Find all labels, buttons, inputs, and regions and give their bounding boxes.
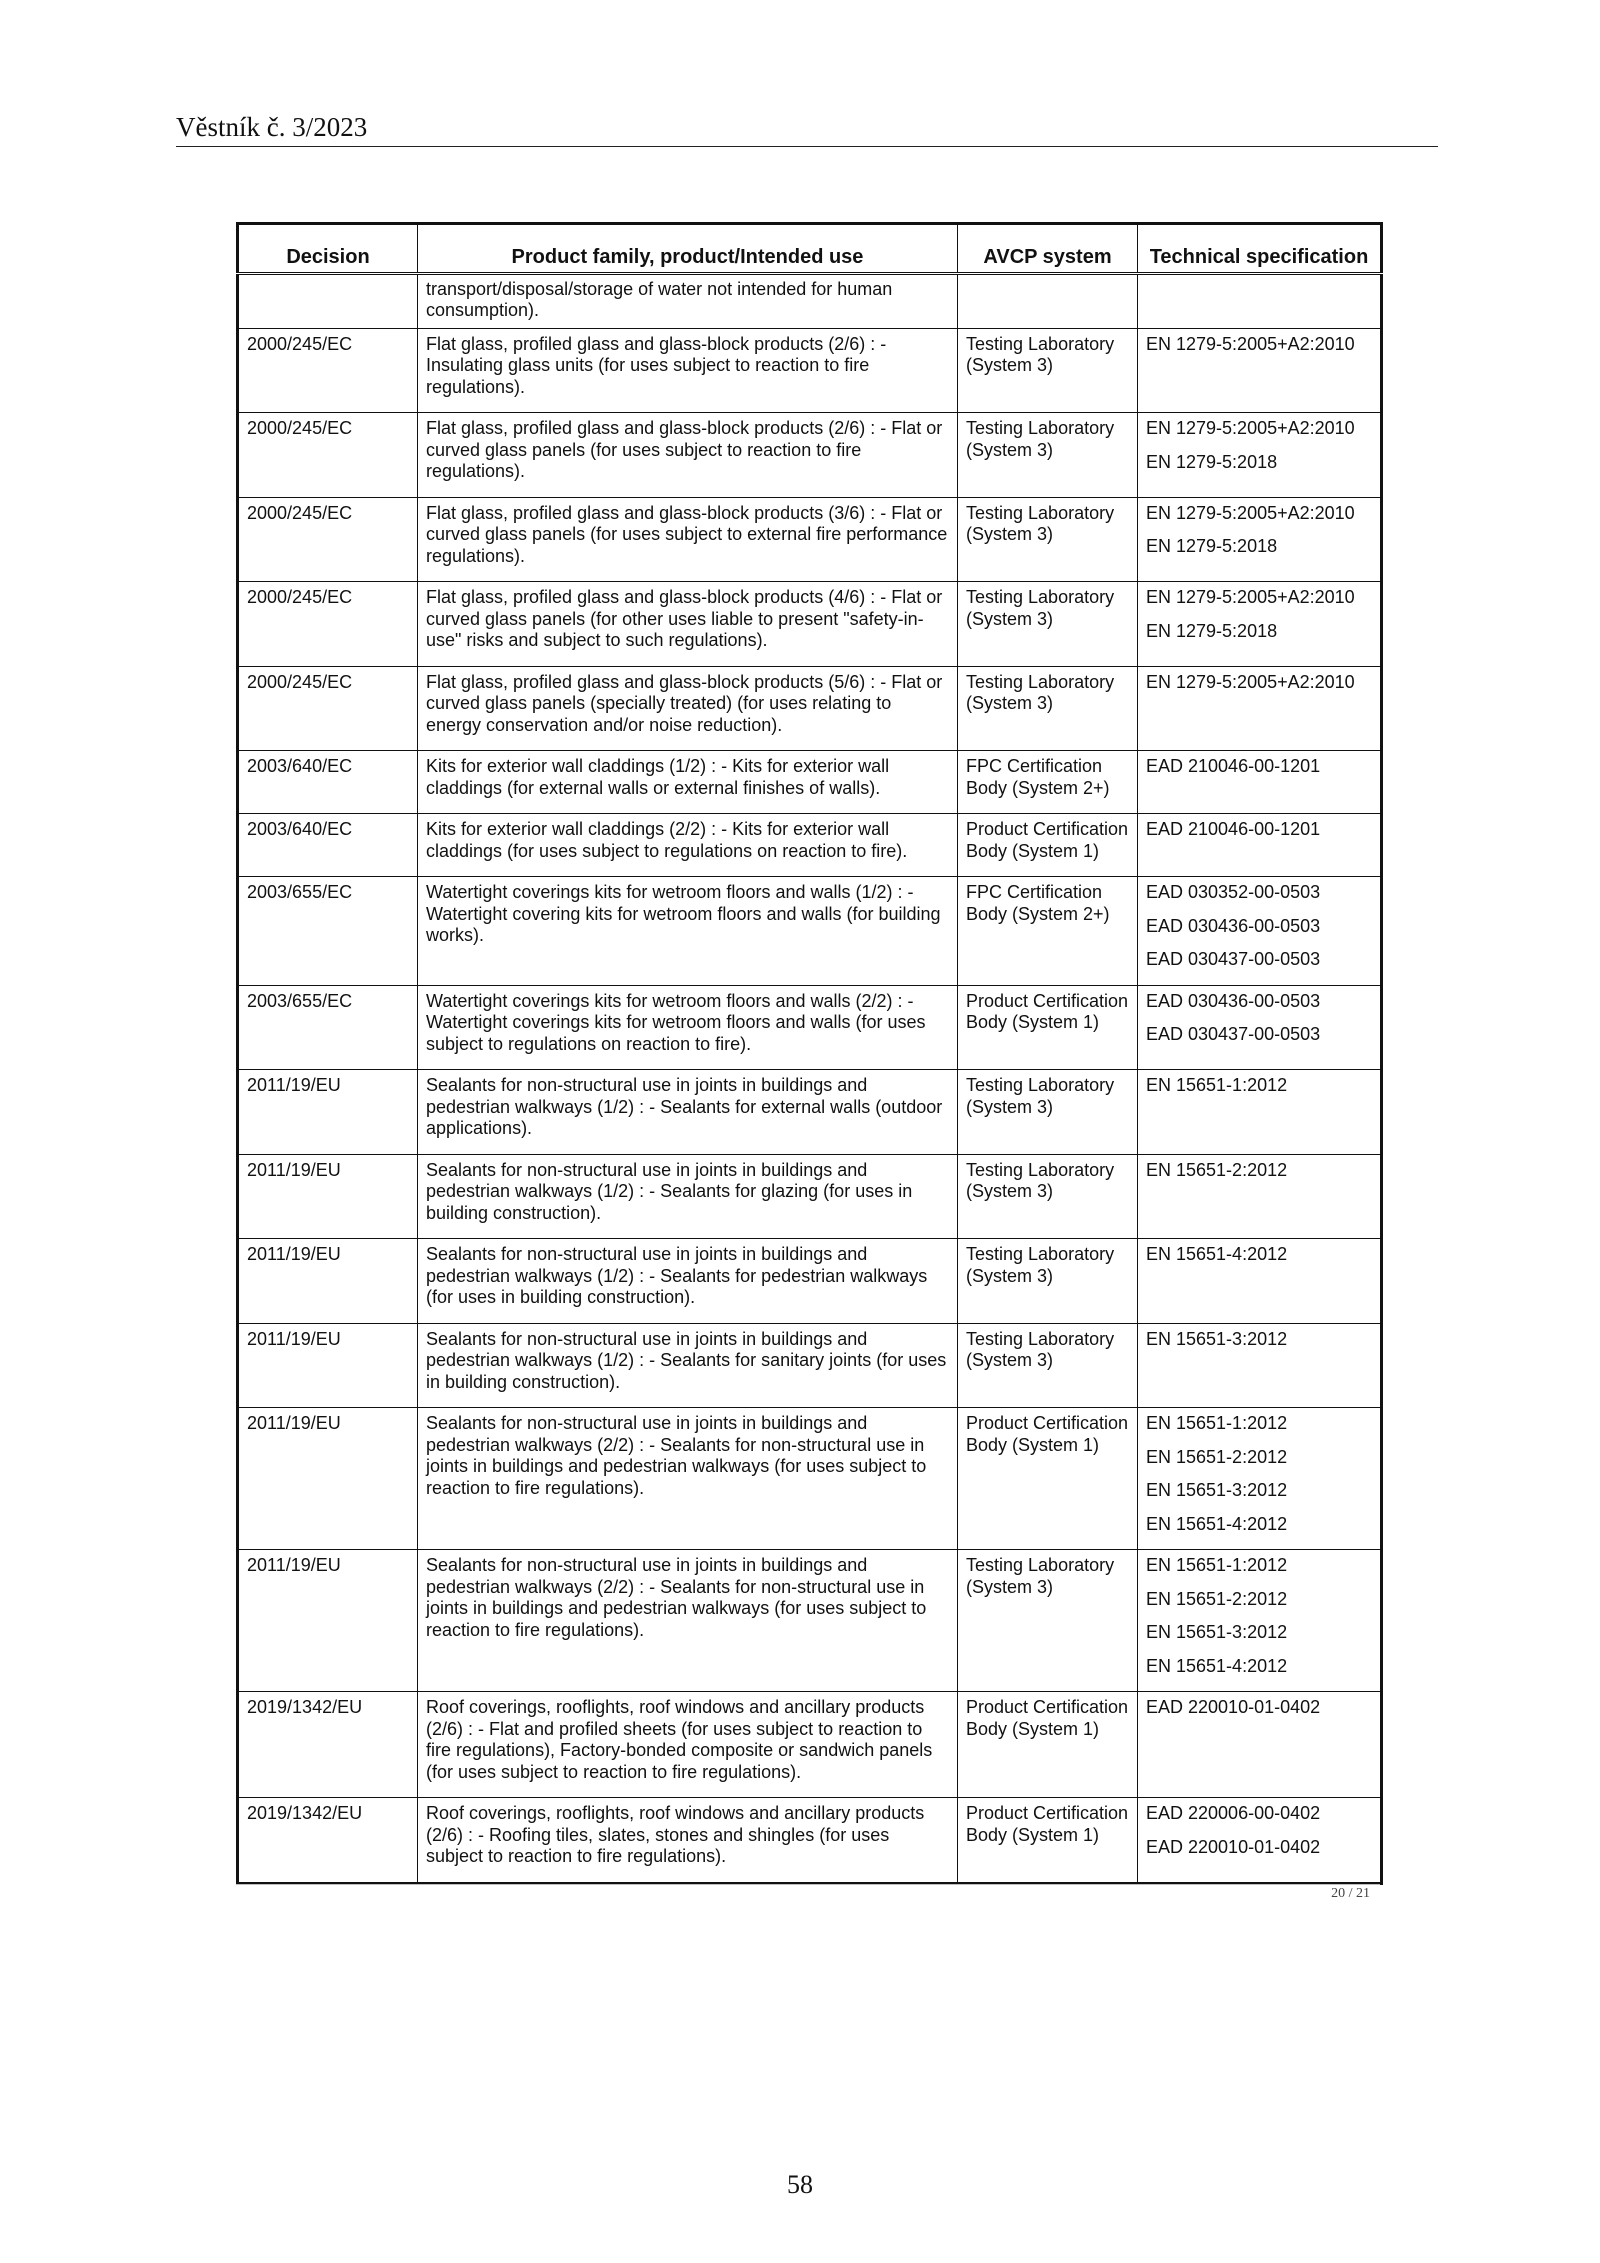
avcp-cell: Product Certification Body (System 1) bbox=[958, 814, 1138, 877]
decision-cell: 2011/19/EU bbox=[238, 1408, 418, 1550]
technical-specification-cell bbox=[1138, 582, 1382, 667]
avcp-cell: FPC Certification Body (System 2+) bbox=[958, 751, 1138, 814]
decision-cell: 2000/245/EC bbox=[238, 328, 418, 413]
table-row bbox=[238, 1692, 1382, 1798]
avcp-cell: Product Certification Body (System 1) bbox=[958, 1798, 1138, 1884]
table-row bbox=[238, 877, 1382, 986]
product-cell: Flat glass, profiled glass and glass-block products (3/6) : - Flat or curved glass panels (for uses subject to external fire performance regulations). bbox=[418, 497, 958, 582]
page-header-title: Věstník č. 3/2023 bbox=[176, 112, 368, 142]
product-cell: transport/disposal/storage of water not intended for human consumption). bbox=[418, 273, 958, 328]
avcp-cell: Testing Laboratory (System 3) bbox=[958, 1070, 1138, 1155]
product-cell: Sealants for non-structural use in joints in buildings and pedestrian walkways (2/2) : - Sealants for non-structural use in joints in buildings and pedestrian walkways (for uses subject to reaction to fire regulations). bbox=[418, 1408, 958, 1550]
product-cell: Flat glass, profiled glass and glass-block products (4/6) : - Flat or curved glass panels (for other uses liable to present "safety-in-use" risks and subject to such regulations). bbox=[418, 582, 958, 667]
decision-cell: 2011/19/EU bbox=[238, 1323, 418, 1408]
specification-entry: EAD 030352-00-0503 bbox=[1146, 882, 1321, 902]
technical-specification-cell bbox=[1138, 666, 1382, 751]
technical-specification-cell bbox=[1138, 751, 1382, 814]
specification-entry: EN 15651-2:2012 bbox=[1146, 1588, 1288, 1609]
specification-entry: EN 1279-5:2005+A2:2010 bbox=[1146, 333, 1355, 354]
avcp-cell: Testing Laboratory (System 3) bbox=[958, 666, 1138, 751]
avcp-cell: Testing Laboratory (System 3) bbox=[958, 582, 1138, 667]
decision-cell: 2003/655/EC bbox=[238, 877, 418, 986]
product-cell: Sealants for non-structural use in joints in buildings and pedestrian walkways (1/2) : - Sealants for external walls (outdoor applications). bbox=[418, 1070, 958, 1155]
technical-specification-cell bbox=[1138, 1692, 1382, 1798]
technical-specification-cell bbox=[1138, 1070, 1382, 1155]
page-number: 58 bbox=[787, 2170, 813, 2199]
specification-entry: EN 1279-5:2018 bbox=[1146, 451, 1278, 472]
table-row bbox=[238, 582, 1382, 667]
table-row bbox=[238, 1798, 1382, 1884]
specification-entry: EN 15651-4:2012 bbox=[1146, 1513, 1288, 1534]
specification-entry: EAD 210046-00-1201 bbox=[1146, 819, 1321, 839]
decision-cell bbox=[238, 273, 418, 328]
technical-specification-cell bbox=[1138, 877, 1382, 986]
decision-cell: 2003/640/EC bbox=[238, 814, 418, 877]
specification-entry: EN 15651-3:2012 bbox=[1146, 1480, 1288, 1500]
decision-cell: 2000/245/EC bbox=[238, 666, 418, 751]
specification-entry: EN 1279-5:2018 bbox=[1146, 620, 1278, 641]
specification-entry: EN 15651-1:2012 bbox=[1146, 1075, 1288, 1095]
table-header-row bbox=[238, 224, 1382, 274]
specification-entry: EN 15651-3:2012 bbox=[1146, 1622, 1288, 1642]
table-row bbox=[238, 1408, 1382, 1550]
product-cell: Watertight coverings kits for wetroom floors and walls (2/2) : - Watertight coverings kits for wetroom floors and walls (for uses subject to regulations on reaction to fire). bbox=[418, 985, 958, 1070]
footer-rule bbox=[236, 1884, 1380, 1885]
table-row bbox=[238, 413, 1382, 498]
specification-entry: EN 1279-5:2005+A2:2010 bbox=[1146, 418, 1355, 438]
specification-entry: EAD 220010-01-0402 bbox=[1146, 1836, 1321, 1857]
table-row bbox=[238, 1239, 1382, 1324]
specification-entry: EN 15651-2:2012 bbox=[1146, 1446, 1288, 1467]
avcp-cell bbox=[958, 273, 1138, 328]
product-cell: Flat glass, profiled glass and glass-block products (2/6) : - Insulating glass units (for uses subject to reaction to fire regulations). bbox=[418, 328, 958, 413]
avcp-cell: Testing Laboratory (System 3) bbox=[958, 1154, 1138, 1239]
decision-cell: 2003/640/EC bbox=[238, 751, 418, 814]
avcp-cell: Testing Laboratory (System 3) bbox=[958, 328, 1138, 413]
specification-entry: EN 1279-5:2005+A2:2010 bbox=[1146, 671, 1355, 692]
specification-entry: EN 15651-3:2012 bbox=[1146, 1328, 1288, 1349]
technical-specification-cell bbox=[1138, 328, 1382, 413]
product-cell: Sealants for non-structural use in joints in buildings and pedestrian walkways (1/2) : - Sealants for pedestrian walkways (for uses in building construction). bbox=[418, 1239, 958, 1324]
specification-entry: EAD 220006-00-0402 bbox=[1146, 1803, 1321, 1823]
technical-specification-cell bbox=[1138, 1239, 1382, 1324]
specification-entry: EN 1279-5:2005+A2:2010 bbox=[1146, 502, 1355, 523]
product-cell: Kits for exterior wall claddings (1/2) : - Kits for exterior wall claddings (for external walls or external finishes of walls). bbox=[418, 751, 958, 814]
specification-entry: EN 15651-4:2012 bbox=[1146, 1655, 1288, 1676]
table-row bbox=[238, 985, 1382, 1070]
decision-cell: 2003/655/EC bbox=[238, 985, 418, 1070]
decision-cell: 2011/19/EU bbox=[238, 1070, 418, 1155]
avcp-cell: Testing Laboratory (System 3) bbox=[958, 1239, 1138, 1324]
column-header-avcp: AVCP system bbox=[958, 224, 1138, 274]
table-row bbox=[238, 497, 1382, 582]
column-header-product: Product family, product/Intended use bbox=[418, 224, 958, 274]
technical-specification-cell bbox=[1138, 273, 1382, 328]
product-cell: Roof coverings, rooflights, roof windows and ancillary products (2/6) : - Flat and profiled sheets (for uses subject to reaction to fire regulations), Factory-bonded composite or sandwich panels (for uses subject to reaction to fire regulations). bbox=[418, 1692, 958, 1798]
decision-cell: 2019/1342/EU bbox=[238, 1798, 418, 1884]
avcp-cell: Product Certification Body (System 1) bbox=[958, 1408, 1138, 1550]
avcp-cell: Testing Laboratory (System 3) bbox=[958, 1550, 1138, 1692]
product-cell: Flat glass, profiled glass and glass-block products (2/6) : - Flat or curved glass panels (for uses subject to reaction to fire regulations). bbox=[418, 413, 958, 498]
technical-specification-cell bbox=[1138, 413, 1382, 498]
table-row bbox=[238, 273, 1382, 328]
product-cell: Sealants for non-structural use in joints in buildings and pedestrian walkways (2/2) : - Sealants for non-structural use in joints in buildings and pedestrian walkways (for uses subject to reaction to fire regulations). bbox=[418, 1550, 958, 1692]
specification-entry: EAD 030436-00-0503 bbox=[1146, 990, 1321, 1011]
column-header-technical-specification: Technical specification bbox=[1138, 224, 1382, 274]
technical-specification-cell bbox=[1138, 1550, 1382, 1692]
technical-specification-cell bbox=[1138, 985, 1382, 1070]
specification-entry: EAD 220010-01-0402 bbox=[1146, 1697, 1321, 1717]
table-row bbox=[238, 1154, 1382, 1239]
product-cell: Kits for exterior wall claddings (2/2) : - Kits for exterior wall claddings (for uses subject to regulations on reaction to fire). bbox=[418, 814, 958, 877]
avcp-cell: Product Certification Body (System 1) bbox=[958, 1692, 1138, 1798]
specification-entry: EN 1279-5:2005+A2:2010 bbox=[1146, 587, 1355, 607]
avcp-cell: Product Certification Body (System 1) bbox=[958, 985, 1138, 1070]
technical-specification-cell bbox=[1138, 1323, 1382, 1408]
product-cell: Sealants for non-structural use in joints in buildings and pedestrian walkways (1/2) : - Sealants for glazing (for uses in building construction). bbox=[418, 1154, 958, 1239]
table-body bbox=[238, 273, 1382, 1883]
decision-cell: 2011/19/EU bbox=[238, 1239, 418, 1324]
avcp-cell: Testing Laboratory (System 3) bbox=[958, 497, 1138, 582]
decision-cell: 2000/245/EC bbox=[238, 497, 418, 582]
table-row bbox=[238, 751, 1382, 814]
decision-cell: 2011/19/EU bbox=[238, 1154, 418, 1239]
table-row bbox=[238, 1550, 1382, 1692]
decision-cell: 2011/19/EU bbox=[238, 1550, 418, 1692]
avcp-cell: Testing Laboratory (System 3) bbox=[958, 1323, 1138, 1408]
specification-entry: EAD 030437-00-0503 bbox=[1146, 1024, 1321, 1044]
decision-cell: 2019/1342/EU bbox=[238, 1692, 418, 1798]
table-row bbox=[238, 328, 1382, 413]
table-row bbox=[238, 814, 1382, 877]
avcp-cell: FPC Certification Body (System 2+) bbox=[958, 877, 1138, 986]
specification-entry: EAD 030436-00-0503 bbox=[1146, 915, 1321, 936]
product-cell: Sealants for non-structural use in joints in buildings and pedestrian walkways (1/2) : - Sealants for sanitary joints (for uses in building construction). bbox=[418, 1323, 958, 1408]
decision-cell: 2000/245/EC bbox=[238, 413, 418, 498]
header-rule bbox=[176, 146, 1438, 147]
specification-entry: EAD 030437-00-0503 bbox=[1146, 949, 1321, 969]
table-row bbox=[238, 666, 1382, 751]
table-row bbox=[238, 1323, 1382, 1408]
specification-entry: EN 15651-1:2012 bbox=[1146, 1555, 1288, 1575]
specification-entry: EN 15651-1:2012 bbox=[1146, 1413, 1288, 1433]
technical-specification-cell bbox=[1138, 1798, 1382, 1884]
decision-cell: 2000/245/EC bbox=[238, 582, 418, 667]
specification-table bbox=[236, 222, 1383, 1885]
column-header-decision: Decision bbox=[238, 224, 418, 274]
avcp-cell: Testing Laboratory (System 3) bbox=[958, 413, 1138, 498]
product-cell: Roof coverings, rooflights, roof windows and ancillary products (2/6) : - Roofing tiles, slates, stones and shingles (for uses subject to reaction to fire regulations). bbox=[418, 1798, 958, 1884]
product-cell: Flat glass, profiled glass and glass-block products (5/6) : - Flat or curved glass panels (specially treated) (for uses relating to energy conservation and/or noise reduction). bbox=[418, 666, 958, 751]
technical-specification-cell bbox=[1138, 1154, 1382, 1239]
product-cell: Watertight coverings kits for wetroom floors and walls (1/2) : - Watertight covering kits for wetroom floors and walls (for building works). bbox=[418, 877, 958, 986]
technical-specification-cell bbox=[1138, 1408, 1382, 1550]
technical-specification-cell bbox=[1138, 497, 1382, 582]
technical-specification-cell bbox=[1138, 814, 1382, 877]
specification-entry: EAD 210046-00-1201 bbox=[1146, 756, 1321, 776]
table-row bbox=[238, 1070, 1382, 1155]
page-counter: 20 / 21 bbox=[1331, 1886, 1370, 1901]
specification-entry: EN 15651-4:2012 bbox=[1146, 1244, 1288, 1264]
specification-entry: EN 1279-5:2018 bbox=[1146, 536, 1278, 556]
specification-entry: EN 15651-2:2012 bbox=[1146, 1159, 1288, 1180]
